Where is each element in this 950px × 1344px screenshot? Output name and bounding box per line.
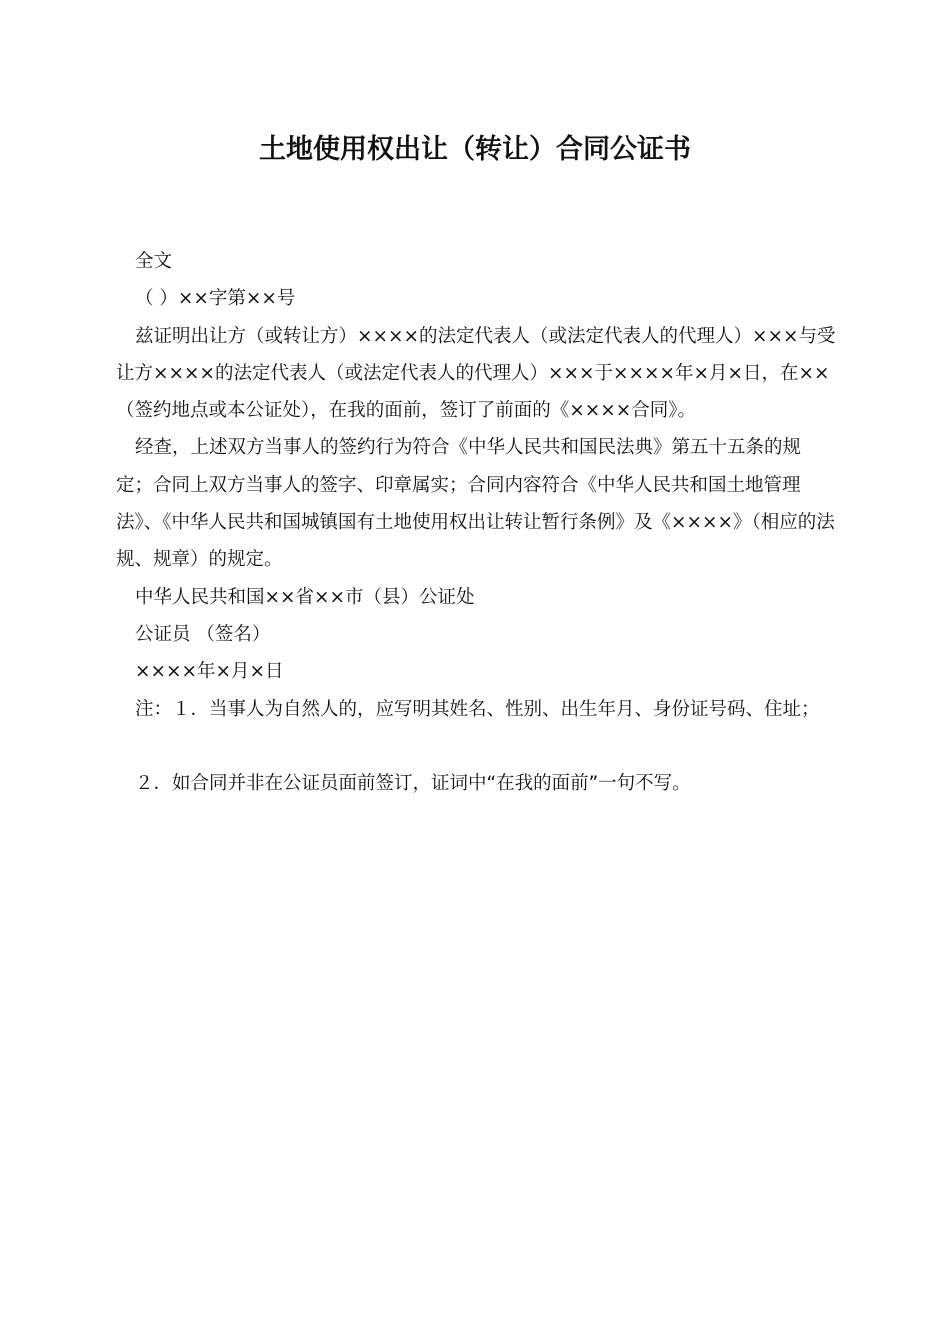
document-body <box>116 243 836 802</box>
note-item-1: 注：１．当事人为自然人的，应写明其姓名、性别、出生年月、身份证号码、住址； <box>135 698 820 720</box>
document-number: （ ）××字第××号 <box>135 288 296 310</box>
notary-office: 中华人民共和国××省××市（县）公证处 <box>135 586 475 608</box>
notary-signature: 公证员 （签名） <box>135 623 271 645</box>
document-date: ××××年×月×日 <box>135 661 284 683</box>
paragraph-certification: 兹证明出让方（或转让方）××××的法定代表人（或法定代表人的代理人）×××与受让方××××的法定代表人（或法定代表人的代理人）×××于××××年×月×日，在××（签约地点或本公证处），在我的面前，签订了前面的《××××合同》。 <box>116 325 836 422</box>
note-item-2: ２．如合同并非在公证员面前签订，证词中“在我的面前”一句不写。 <box>135 772 691 794</box>
heading-full-text: 全文 <box>135 251 173 272</box>
document-title: 土地使用权出让（转让）合同公证书 <box>259 134 691 165</box>
blank-line <box>116 728 836 765</box>
paragraph-verification: 经查，上述双方当事人的签约行为符合《中华人民共和国民法典》第五十五条的规定；合同上双方当事人的签字、印章属实；合同内容符合《中华人民共和国土地管理法》、《中华人民共和国城镇国有土地使用权出让转让暂行条例》及《××××》（相应的法规、规章）的规定。 <box>116 437 835 571</box>
